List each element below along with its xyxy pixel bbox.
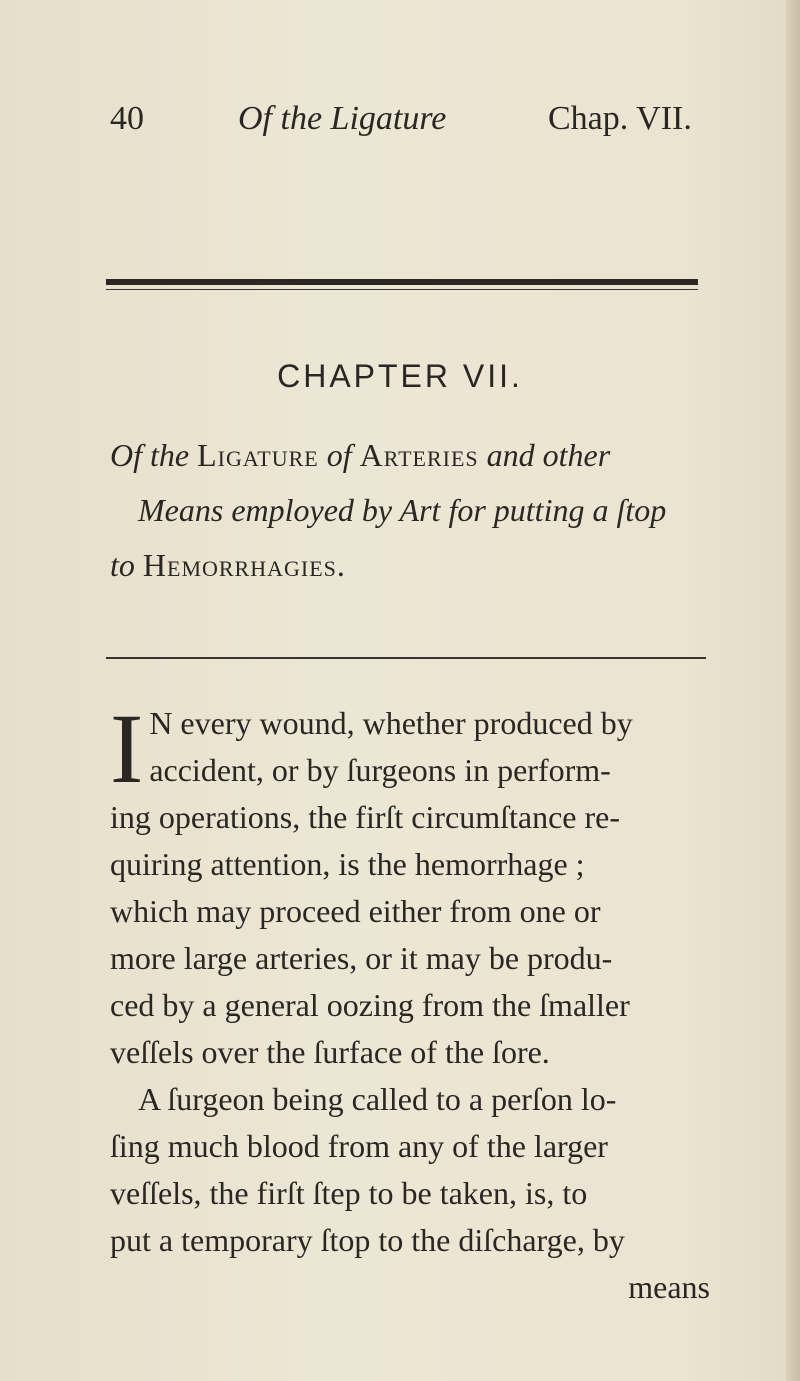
catchword: means: [628, 1269, 710, 1305]
text-line: N every wound, whether produced by: [149, 705, 633, 741]
text-line: which may proceed either from one or: [110, 893, 601, 929]
running-header: [110, 100, 710, 150]
section-rule: [106, 657, 706, 659]
opening-paragraph-start: [110, 693, 710, 804]
chapter-heading: CHAPTER VII.: [277, 358, 523, 394]
page-number: 40: [110, 100, 144, 137]
chapter-label: Chap. VII.: [548, 100, 692, 137]
title-part: of: [318, 437, 360, 473]
title-part: and other: [478, 437, 611, 473]
title-part: to: [110, 547, 143, 583]
title-part: Means employed by Art for putting a ſtop: [138, 492, 667, 528]
ornamental-rule: [106, 279, 698, 285]
chapter-title-line-1: [110, 428, 730, 483]
page-edge: [786, 0, 800, 1381]
ornamental-rule-underline: [106, 289, 698, 290]
chapter-title-line-3: [110, 538, 730, 593]
chapter-title-line-2: [110, 483, 730, 538]
text-line: veſſels over the ſurface of the ſore.: [110, 1034, 550, 1070]
text-line: put a temporary ſtop to the diſcharge, by: [110, 1222, 625, 1258]
text-line: accident, or by ſurgeons in perform-: [149, 752, 611, 788]
text-line: A ſurgeon being called to a perſon lo-: [138, 1081, 617, 1117]
running-title: Of the Ligature: [238, 100, 447, 137]
title-part: Ligature: [197, 437, 319, 473]
chapter-title: [110, 428, 730, 593]
title-part: Arteries: [359, 437, 479, 473]
text-line: veſſels, the firſt ſtep to be taken, is, to: [110, 1175, 588, 1211]
text-line: ing operations, the firſt circumſtance re-: [110, 799, 621, 835]
text-line: ſing much blood from any of the larger: [110, 1128, 608, 1164]
drop-cap: I: [110, 693, 144, 804]
text-line: ced by a general oozing from the ſmaller: [110, 987, 630, 1023]
title-part: Of the: [110, 437, 198, 473]
body-text: [110, 693, 710, 1311]
text-line: quiring attention, is the hemorrhage ;: [110, 846, 585, 882]
text-line: more large arteries, or it may be produ-: [110, 940, 613, 976]
title-part: Hemorrhagies.: [142, 547, 346, 583]
